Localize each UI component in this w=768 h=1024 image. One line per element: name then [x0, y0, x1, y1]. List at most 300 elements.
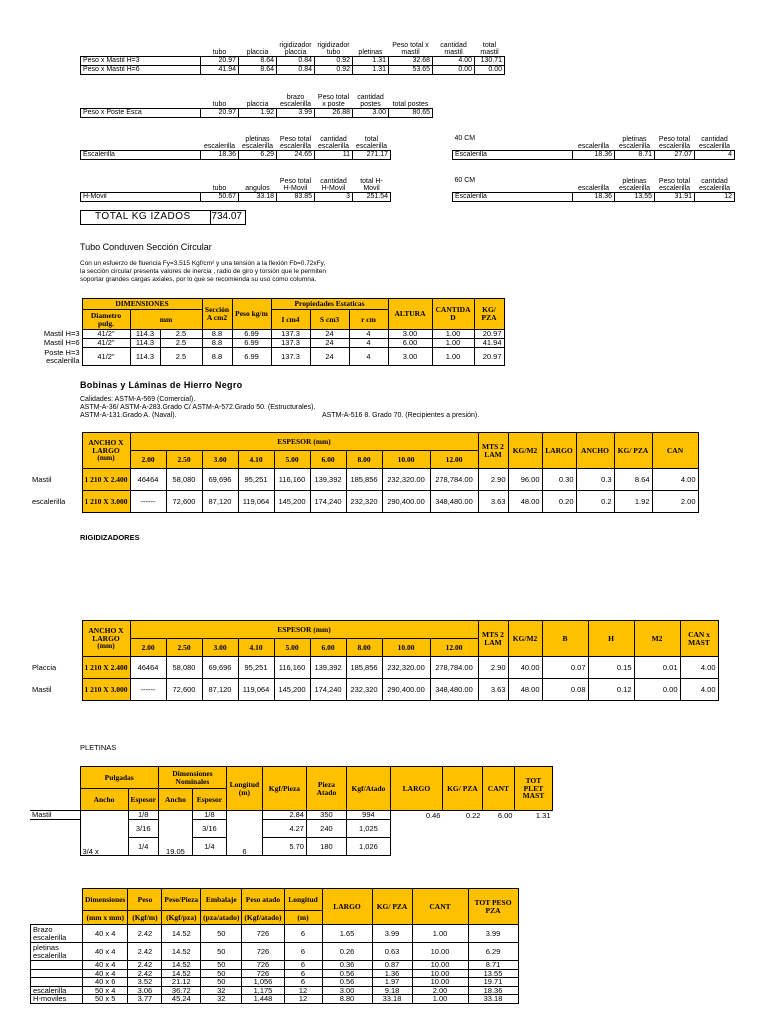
col-header: tubo — [212, 184, 227, 192]
cell: 1/8 — [128, 811, 158, 820]
cell: 232,320.00 — [382, 469, 430, 491]
cell: 40 x 4 — [83, 925, 128, 943]
col-header: Longitud — [284, 889, 322, 911]
cell: 8.71 — [615, 150, 655, 159]
cell: 3/16 — [192, 820, 226, 838]
row-label: H-Movil — [81, 192, 201, 201]
col-header: Longitud (m) — [226, 767, 262, 811]
cell: 3.77 — [128, 995, 162, 1004]
table-row — [30, 491, 698, 513]
col-header: Pieza Atado — [306, 767, 346, 811]
cell: 12 — [695, 192, 735, 201]
cell: 4 — [349, 348, 388, 366]
table-row — [81, 108, 433, 117]
col-header: 2.50 — [166, 451, 202, 469]
cell: 40.00 — [508, 657, 542, 679]
row-label: Peso x Mastil H=6 — [81, 65, 201, 74]
table-row — [31, 925, 519, 943]
col-header: Dimensiones Nominales — [158, 767, 226, 789]
row-size: 1 210 X 2.400 — [82, 657, 130, 679]
cell: 20.97 — [474, 348, 504, 366]
cell: 10.00 — [412, 961, 468, 970]
cell: 0.3 — [576, 469, 614, 491]
table-row — [30, 469, 698, 491]
table-pletinas — [30, 766, 553, 856]
cell: 36.72 — [162, 986, 201, 995]
cell: 0.07 — [542, 657, 588, 679]
cell: 27.07 — [655, 150, 695, 159]
table-row — [30, 679, 718, 701]
cell: 1,025 — [346, 820, 390, 838]
col-header: Peso atado — [242, 889, 284, 911]
section-title-tubo: Tubo Conduven Sección Circular — [80, 242, 212, 252]
col-header: 10.00 — [382, 639, 430, 657]
cell: 2.00 — [652, 491, 698, 513]
col-header: LARGO — [390, 767, 442, 811]
col-header: placcia — [246, 48, 269, 56]
col-header: ANCHO — [576, 433, 614, 469]
col-header: Peso kg/m — [232, 299, 271, 330]
col-header: CANTIDA D — [432, 299, 474, 330]
cell: 3.00 — [388, 330, 432, 339]
cell: 726 — [242, 961, 284, 970]
cell: 2.5 — [160, 330, 202, 339]
table-row — [30, 330, 504, 339]
cell: 1,448 — [242, 995, 284, 1004]
total-value: 734.07 — [210, 211, 245, 224]
table-h-movil — [80, 170, 391, 202]
row-label: Mastil — [32, 474, 52, 484]
col-header: cantidad mastil — [440, 41, 467, 56]
col-header: (Kgf/pza) — [162, 911, 201, 925]
cell: 10.00 — [412, 969, 468, 978]
col-header: Peso total escalerilla — [658, 135, 691, 150]
cell: 41.94 — [201, 65, 239, 74]
cell: 0.56 — [322, 978, 372, 987]
calidades-line: ASTM-A-36/ ASTM-A-283.Grado C/ ASTM-A-572.Grado 50. (Estructurales). — [80, 404, 316, 411]
cell: 116,160 — [274, 469, 310, 491]
row-label: Mastil H=6 — [43, 338, 80, 348]
cell: 14.52 — [162, 961, 201, 970]
col-header: placcia — [246, 100, 269, 108]
col-header: Dimensiones — [83, 889, 128, 911]
cell: 8.71 — [468, 961, 518, 970]
cell: 41/2" — [82, 330, 130, 339]
cell: 0.84 — [277, 56, 315, 65]
table-row — [30, 348, 504, 366]
cell: 1.97 — [372, 978, 412, 987]
cell: 10.00 — [412, 943, 468, 961]
col-header: (Kgf/m) — [128, 911, 162, 925]
cell: 2.42 — [128, 961, 162, 970]
col-header: ANCHO X LARGO (mm) — [82, 621, 130, 657]
table-row — [453, 150, 735, 159]
col-header: 12.00 — [430, 639, 478, 657]
cell: 10.00 — [412, 978, 468, 987]
cell: 32 — [201, 986, 242, 995]
col-header: Ancho — [158, 789, 192, 811]
col-header: Peso — [128, 889, 162, 911]
cell: 726 — [242, 943, 284, 961]
cell: 0.01 — [634, 657, 680, 679]
col-header: escalerilla — [577, 142, 610, 150]
cell: 72,600 — [166, 491, 202, 513]
col-header: 2.00 — [130, 451, 166, 469]
cell: 3.63 — [478, 491, 508, 513]
col-header: Peso total x mastil — [392, 41, 429, 56]
cell: 0.84 — [277, 65, 315, 74]
cell: 2.42 — [128, 925, 162, 943]
row-label — [31, 969, 83, 978]
tubo-paragraph-line: soportar grandes cargas axiales, por lo que se recomienda su uso como columna. — [80, 276, 317, 283]
row-label: Poste H=3 escalerilla — [44, 348, 80, 365]
cell: 8.64 — [239, 65, 277, 74]
cell: 12 — [284, 986, 322, 995]
cell: 45.24 — [162, 995, 201, 1004]
cell: 19.71 — [468, 978, 518, 987]
cell: 96.00 — [508, 469, 542, 491]
cell: 87,120 — [202, 679, 238, 701]
cell: 32 — [201, 995, 242, 1004]
cell: 0.36 — [322, 961, 372, 970]
table-rigidizadores — [30, 620, 719, 701]
cell: 1/4 — [128, 838, 158, 856]
cell: 72,600 — [166, 679, 202, 701]
cell: 0.00 — [433, 65, 475, 74]
cell: 18.36 — [468, 986, 518, 995]
cell: 50 — [201, 925, 242, 943]
col-header: TOT PESO PZA — [468, 889, 518, 925]
col-header: CAN x MAST — [680, 621, 718, 657]
cell: 20.97 — [201, 56, 239, 65]
col-header: r cm — [349, 310, 388, 330]
cell: 1.92 — [239, 108, 277, 117]
col-header: mm — [130, 310, 202, 330]
cell: 6.00 — [497, 810, 513, 820]
section-title-rigidizadores: RIGIDIZADORES — [80, 533, 140, 542]
col-header: escalerilla — [577, 184, 610, 192]
cell: 2.42 — [128, 943, 162, 961]
col-header: angulos — [245, 184, 270, 192]
cell: 290,400.00 — [382, 679, 430, 701]
row-label: escalerilla — [31, 986, 83, 995]
cell: 18.36 — [573, 150, 615, 159]
cell: 6 — [284, 943, 322, 961]
cell: 50 x 5 — [83, 995, 128, 1004]
cell: 14.52 — [162, 969, 201, 978]
col-header: 12.00 — [430, 451, 478, 469]
row-label: Escalerilla — [81, 150, 201, 159]
cell: 24 — [310, 330, 349, 339]
cell: 2.5 — [160, 348, 202, 366]
section-title: 40 CM — [454, 135, 476, 143]
table-peso-mastil — [80, 22, 505, 75]
cell: 0.26 — [322, 943, 372, 961]
col-header: (pza/atado) — [201, 911, 242, 925]
cell: 1.92 — [614, 491, 652, 513]
cell: 1.00 — [432, 339, 474, 348]
cell: 174,240 — [310, 679, 346, 701]
col-header: 8.00 — [346, 451, 382, 469]
cell: 290,400.00 — [382, 491, 430, 513]
table-peso-poste — [80, 86, 433, 118]
table-row — [81, 56, 505, 65]
cell: 240 — [306, 820, 346, 838]
cell: 4.00 — [680, 679, 718, 701]
cell: 58,080 — [166, 657, 202, 679]
cell: 83.85 — [277, 192, 315, 201]
calidades-line: ASTM-A-516 8. Grado 70. (Recipientes a presión). — [322, 412, 480, 419]
row-label — [31, 978, 83, 987]
cell: 0.63 — [372, 943, 412, 961]
cell: 26.88 — [315, 108, 353, 117]
col-header: tubo — [212, 48, 227, 56]
col-header: M2 — [634, 621, 680, 657]
cell: 185,856 — [346, 469, 382, 491]
table-row — [453, 192, 735, 201]
table-row — [30, 811, 552, 820]
cell: 3.00 — [388, 348, 432, 366]
table-row — [31, 969, 519, 978]
row-label: Escalerilla — [453, 150, 573, 159]
cell: 50 x 4 — [83, 986, 128, 995]
cell: 19.05 — [158, 811, 192, 856]
row-size: 1 210 X 3.000 — [82, 679, 130, 701]
cell: 137.3 — [271, 330, 310, 339]
cell: 18.36 — [201, 150, 239, 159]
cell: 0.20 — [542, 491, 576, 513]
cell: 4 — [695, 150, 735, 159]
cell: 40 x 4 — [83, 969, 128, 978]
cell: 1.00 — [432, 330, 474, 339]
col-header: KG/ PZA — [474, 299, 504, 330]
col-header: 6.00 — [310, 639, 346, 657]
cell: 95,251 — [238, 469, 274, 491]
cell: 232,320 — [346, 679, 382, 701]
cell: 232,320 — [346, 491, 382, 513]
col-header: total escalerilla — [355, 135, 388, 150]
cell: 1,026 — [346, 838, 390, 856]
cell: 87,120 — [202, 491, 238, 513]
tubo-paragraph-line: la sección circular presenta valores de inercia , radio de giro y torsión que le permiten — [80, 268, 327, 275]
row-size: 1 210 X 2.400 — [82, 469, 130, 491]
cell: 50 — [201, 969, 242, 978]
cell: 2.84 — [262, 811, 306, 820]
cell: 0.92 — [315, 56, 353, 65]
col-header: MTS 2 LAM — [478, 621, 508, 657]
cell: 2.42 — [128, 969, 162, 978]
col-header: 5.00 — [274, 451, 310, 469]
col-header: Peso total H-Movil — [279, 177, 312, 192]
cell: 46464 — [130, 469, 166, 491]
cell: 174,240 — [310, 491, 346, 513]
calidades-line: ASTM-A-131.Grado A. (Naval). — [80, 412, 177, 419]
col-header: 10.00 — [382, 451, 430, 469]
cell: 6.99 — [232, 348, 271, 366]
table-escalerilla-60cm — [452, 170, 735, 202]
cell: 9.18 — [372, 986, 412, 995]
cell: 6.00 — [388, 339, 432, 348]
row-label: Placcia — [32, 662, 57, 672]
col-header: cantidad escalerilla — [698, 177, 731, 192]
cell: 348,480.00 — [430, 491, 478, 513]
cell: 1.31 — [353, 65, 389, 74]
col-header: total postes — [392, 100, 429, 108]
cell: 40 x 4 — [83, 943, 128, 961]
col-header: KG/ PZA — [442, 767, 482, 811]
section-title: 60 CM — [454, 177, 476, 185]
cell: 2.90 — [478, 469, 508, 491]
cell: 53.65 — [389, 65, 433, 74]
cell: 3.99 — [277, 108, 315, 117]
col-header: ESPESOR (mm) — [130, 433, 478, 451]
cell: 5.70 — [262, 838, 306, 856]
col-header: Embalaje — [201, 889, 242, 911]
cell: 8.8 — [202, 339, 232, 348]
cell: 1.00 — [412, 995, 468, 1004]
col-header: cantidad H-Movil — [320, 177, 347, 192]
cell: 1.00 — [412, 925, 468, 943]
cell: 24.65 — [277, 150, 315, 159]
col-header: total H-Movil — [360, 177, 383, 192]
col-header: ALTURA — [388, 299, 432, 330]
table-bobinas — [30, 432, 699, 513]
cell: 4 — [349, 339, 388, 348]
cell: 1/4 — [192, 838, 226, 856]
cell: 2.90 — [478, 657, 508, 679]
cell: 33.18 — [372, 995, 412, 1004]
row-label: pletinas escalerilla — [31, 943, 83, 961]
cell: 95,251 — [238, 657, 274, 679]
col-header: B — [542, 621, 588, 657]
cell: 50 — [201, 961, 242, 970]
col-header: 6.00 — [310, 451, 346, 469]
cell: 6 — [284, 969, 322, 978]
table-row — [81, 65, 505, 74]
cell: 137.3 — [271, 348, 310, 366]
col-header: KG/ PZA — [614, 433, 652, 469]
cell: 11 — [315, 150, 353, 159]
table-row — [81, 150, 391, 159]
row-label: Peso x Poste Esca — [81, 108, 201, 117]
col-header: I cm4 — [271, 310, 310, 330]
col-header: (mm x mm) — [83, 911, 128, 925]
row-label: Mastil H=3 — [43, 329, 80, 339]
cell: 0.92 — [315, 65, 353, 74]
cell: 3.99 — [372, 925, 412, 943]
cell: 8.64 — [239, 56, 277, 65]
row-label: Escalerilla — [453, 192, 573, 201]
col-header: LARGO — [542, 433, 576, 469]
col-header: pletinas escalerilla — [241, 135, 274, 150]
cell: 6.99 — [232, 339, 271, 348]
cell: 40 x 4 — [83, 961, 128, 970]
cell: 6.29 — [239, 150, 277, 159]
col-header: escalerilla — [203, 142, 236, 150]
cell: 50 — [201, 943, 242, 961]
cell: 1.36 — [372, 969, 412, 978]
cell: 6.99 — [232, 330, 271, 339]
cell: 2.5 — [160, 339, 202, 348]
cell: 3/4 x — [80, 811, 128, 856]
cell: 80.65 — [389, 108, 433, 117]
cell: ------ — [130, 491, 166, 513]
cell: 0.08 — [542, 679, 588, 701]
col-header: S cm3 — [310, 310, 349, 330]
cell: 8.8 — [202, 348, 232, 366]
cell: 3 — [315, 192, 353, 201]
cell: 1,175 — [242, 986, 284, 995]
table-escalerilla-40cm — [452, 128, 735, 160]
cell: 41.94 — [474, 339, 504, 348]
cell: 4.00 — [433, 56, 475, 65]
col-header: tubo — [212, 100, 227, 108]
cell: 0.87 — [372, 961, 412, 970]
table-row — [31, 961, 519, 970]
cell: 0.00 — [634, 679, 680, 701]
cell: 4 — [349, 330, 388, 339]
cell: 4.27 — [262, 820, 306, 838]
cell: 24 — [310, 348, 349, 366]
cell: 0.46 — [425, 810, 441, 820]
col-header: KG/M2 — [508, 621, 542, 657]
section-title-pletinas: PLETINAS — [80, 743, 117, 752]
col-header: TOT PLET MAST — [514, 767, 552, 811]
col-header: Peso total escalerilla — [658, 177, 691, 192]
cell: 48.00 — [508, 491, 542, 513]
cell: 6 — [284, 961, 322, 970]
cell: 232,320.00 — [382, 657, 430, 679]
cell: 3/16 — [128, 820, 158, 838]
col-header: ESPESOR (mm) — [130, 621, 478, 639]
cell: 6 — [284, 925, 322, 943]
col-header: rigidizador placcia — [279, 41, 312, 56]
col-header: pletinas escalerilla — [618, 177, 651, 192]
col-header: cantidad postes — [357, 93, 384, 108]
col-header: Propiedades Estaticas — [271, 299, 388, 310]
calidades-line: Calidades: ASTM-A-569 (Comercial). — [80, 396, 196, 403]
col-header: total mastil — [480, 41, 499, 56]
cell: 145,200 — [274, 491, 310, 513]
row-label: H-moviles — [31, 995, 83, 1004]
cell: 0.15 — [588, 657, 634, 679]
row-label — [31, 961, 83, 970]
col-header: ANCHO X LARGO (mm) — [82, 433, 130, 469]
cell: 278,784.00 — [430, 469, 478, 491]
table-row — [31, 978, 519, 987]
row-label: Mastil — [30, 811, 80, 820]
col-header: 5.00 — [274, 639, 310, 657]
table-escalerilla — [80, 128, 391, 160]
col-header: KG/ PZA — [372, 889, 412, 925]
cell: 14.52 — [162, 925, 201, 943]
cell: 278,784.00 — [430, 657, 478, 679]
col-header: 4.10 — [238, 451, 274, 469]
cell: 41/2" — [82, 339, 130, 348]
cell: 20.97 — [474, 330, 504, 339]
col-header: Peso total escalerilla — [279, 135, 312, 150]
cell: 18.36 — [573, 192, 615, 201]
row-label: escalerilla — [32, 496, 66, 506]
cell: 8.80 — [322, 995, 372, 1004]
col-header: Peso total x poste — [317, 93, 350, 108]
col-header: Espesor — [192, 789, 226, 811]
cell: 0.22 — [465, 810, 481, 820]
cell: 271.17 — [353, 150, 391, 159]
table-row — [31, 986, 519, 995]
cell: 185,856 — [346, 657, 382, 679]
cell: 31.91 — [655, 192, 695, 201]
